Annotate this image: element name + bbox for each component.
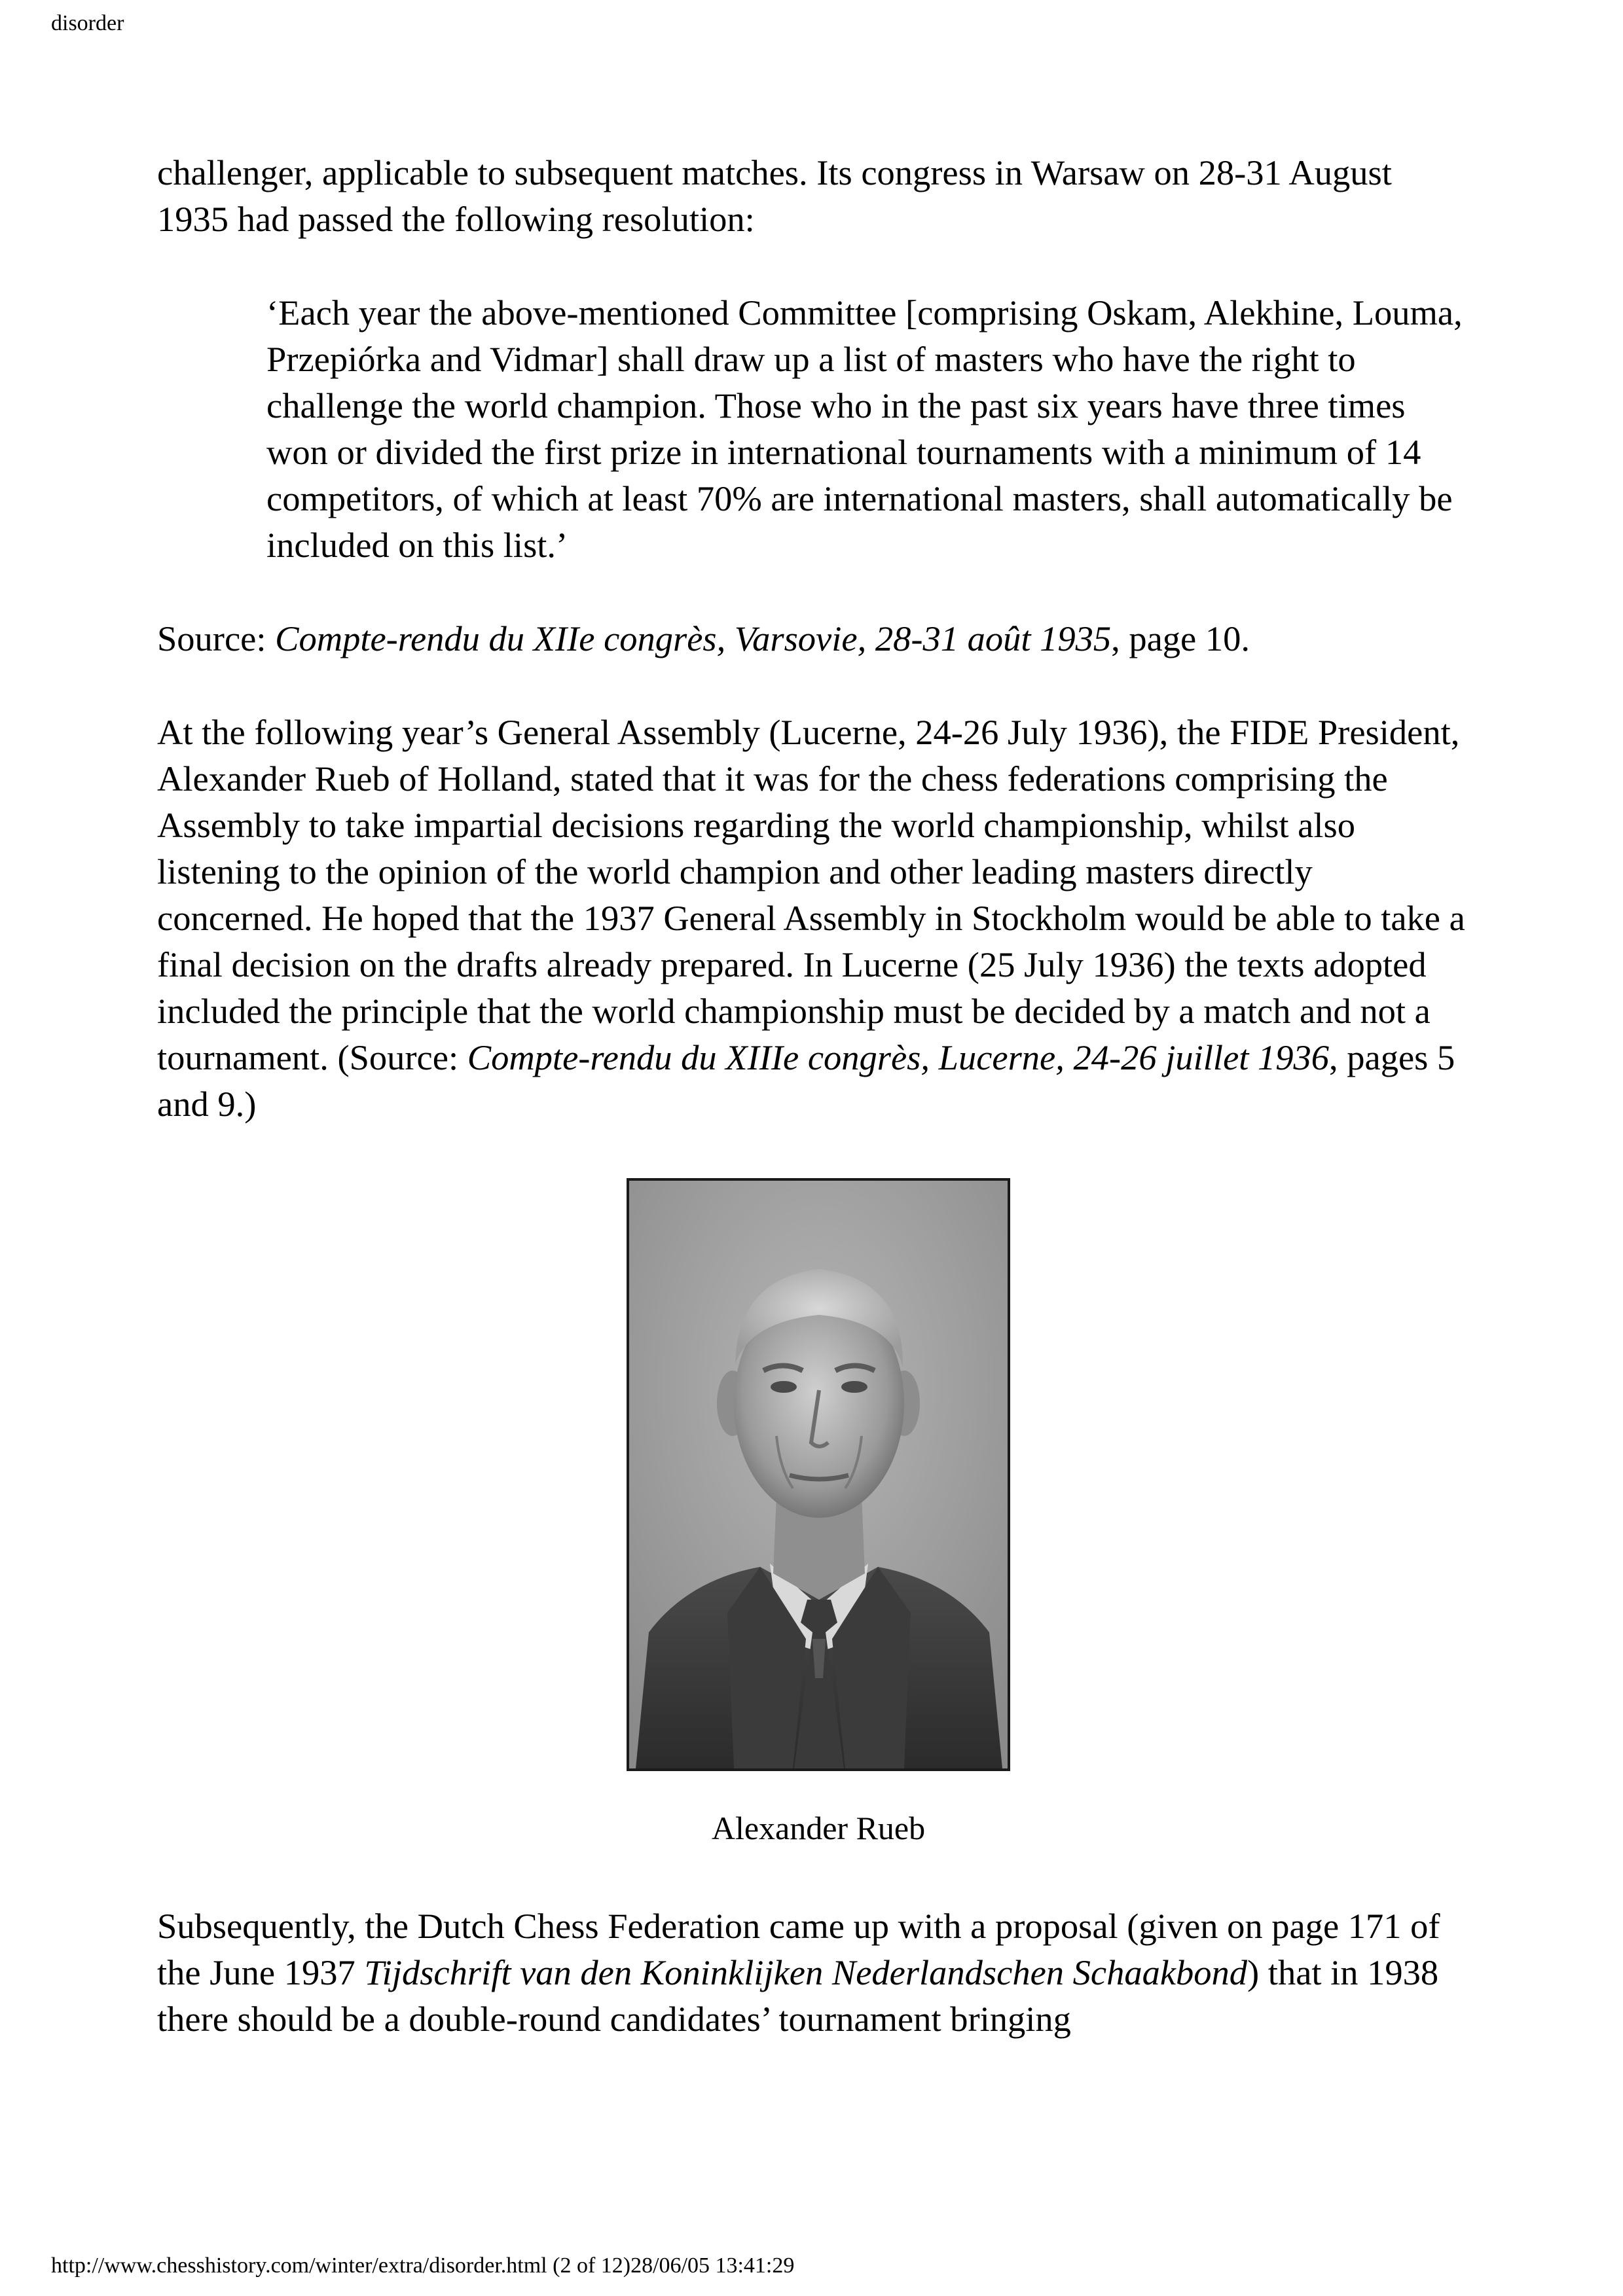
paragraph-dutch-proposal-journal-title: Tijdschrift van den Koninklijken Nederlandschen Schaakbond	[364, 1952, 1248, 1992]
source-prefix: Source:	[157, 619, 276, 658]
article-body	[157, 149, 1467, 2042]
paragraph-dutch-proposal-text: Subsequently, the Dutch Chess Federation came up with a proposal (given on page 171 of the June 1937	[157, 1906, 1440, 1992]
source-citation	[157, 615, 1467, 662]
paragraph-general-assembly-text: At the following year’s General Assembly (Lucerne, 24-26 July 1936), the FIDE President, Alexander Rueb of Holland, stated that it was for the chess federations comprising the Assembly to take impartial decisions regarding the world championship, whilst also listening to the opinion of the world champion and other leading masters directly concerned. He hoped that the 1937 General Assembly in Stockholm would be able to take a final decision on the drafts already prepared. In Lucerne (25 July 1936) the texts adopted included the principle that the world championship must be decided by a match and not a tournament. (Source:	[157, 712, 1465, 1077]
source-suffix: , page 10.	[1111, 619, 1250, 658]
paragraph-general-assembly-source-title: Compte-rendu du XIIIe congrès, Lucerne, 24-26 juillet 1936	[467, 1037, 1330, 1077]
portrait-photo	[627, 1178, 1010, 1771]
resolution-quote: ‘Each year the above-mentioned Committee [comprising Oskam, Alekhine, Louma, Przepiórka and Vidmar] shall draw up a list of masters who have the right to challenge the world champion. Those who in the past six years have three times won or divided the first prize in international tournaments with a minimum of 14 competitors, of which at least 70% are international masters, shall automatically be included on this list.’	[266, 293, 1463, 565]
footer-url: http://www.chesshistory.com/winter/extra/disorder.html (2 of 12)28/06/05 13:41:29	[51, 2253, 795, 2278]
paragraph-intro: challenger, applicable to subsequent matches. Its congress in Warsaw on 28-31 August 1935 had passed the following resolution:	[157, 152, 1392, 239]
paragraph-dutch-proposal	[157, 1903, 1467, 2042]
paragraph-general-assembly-suffix: , pages 5 and 9.)	[157, 1037, 1455, 1124]
page-header-title: disorder	[51, 11, 124, 35]
paragraph-general-assembly	[157, 709, 1467, 1127]
portrait-image	[629, 1181, 1008, 1768]
paragraph-dutch-proposal-suffix: ) that in 1938 there should be a double-round candidates’ tournament bringing	[157, 1952, 1439, 2039]
portrait-caption: Alexander Rueb	[711, 1810, 926, 1846]
source-title: Compte-rendu du XIIe congrès, Varsovie, 28-31 août 1935	[275, 619, 1112, 658]
